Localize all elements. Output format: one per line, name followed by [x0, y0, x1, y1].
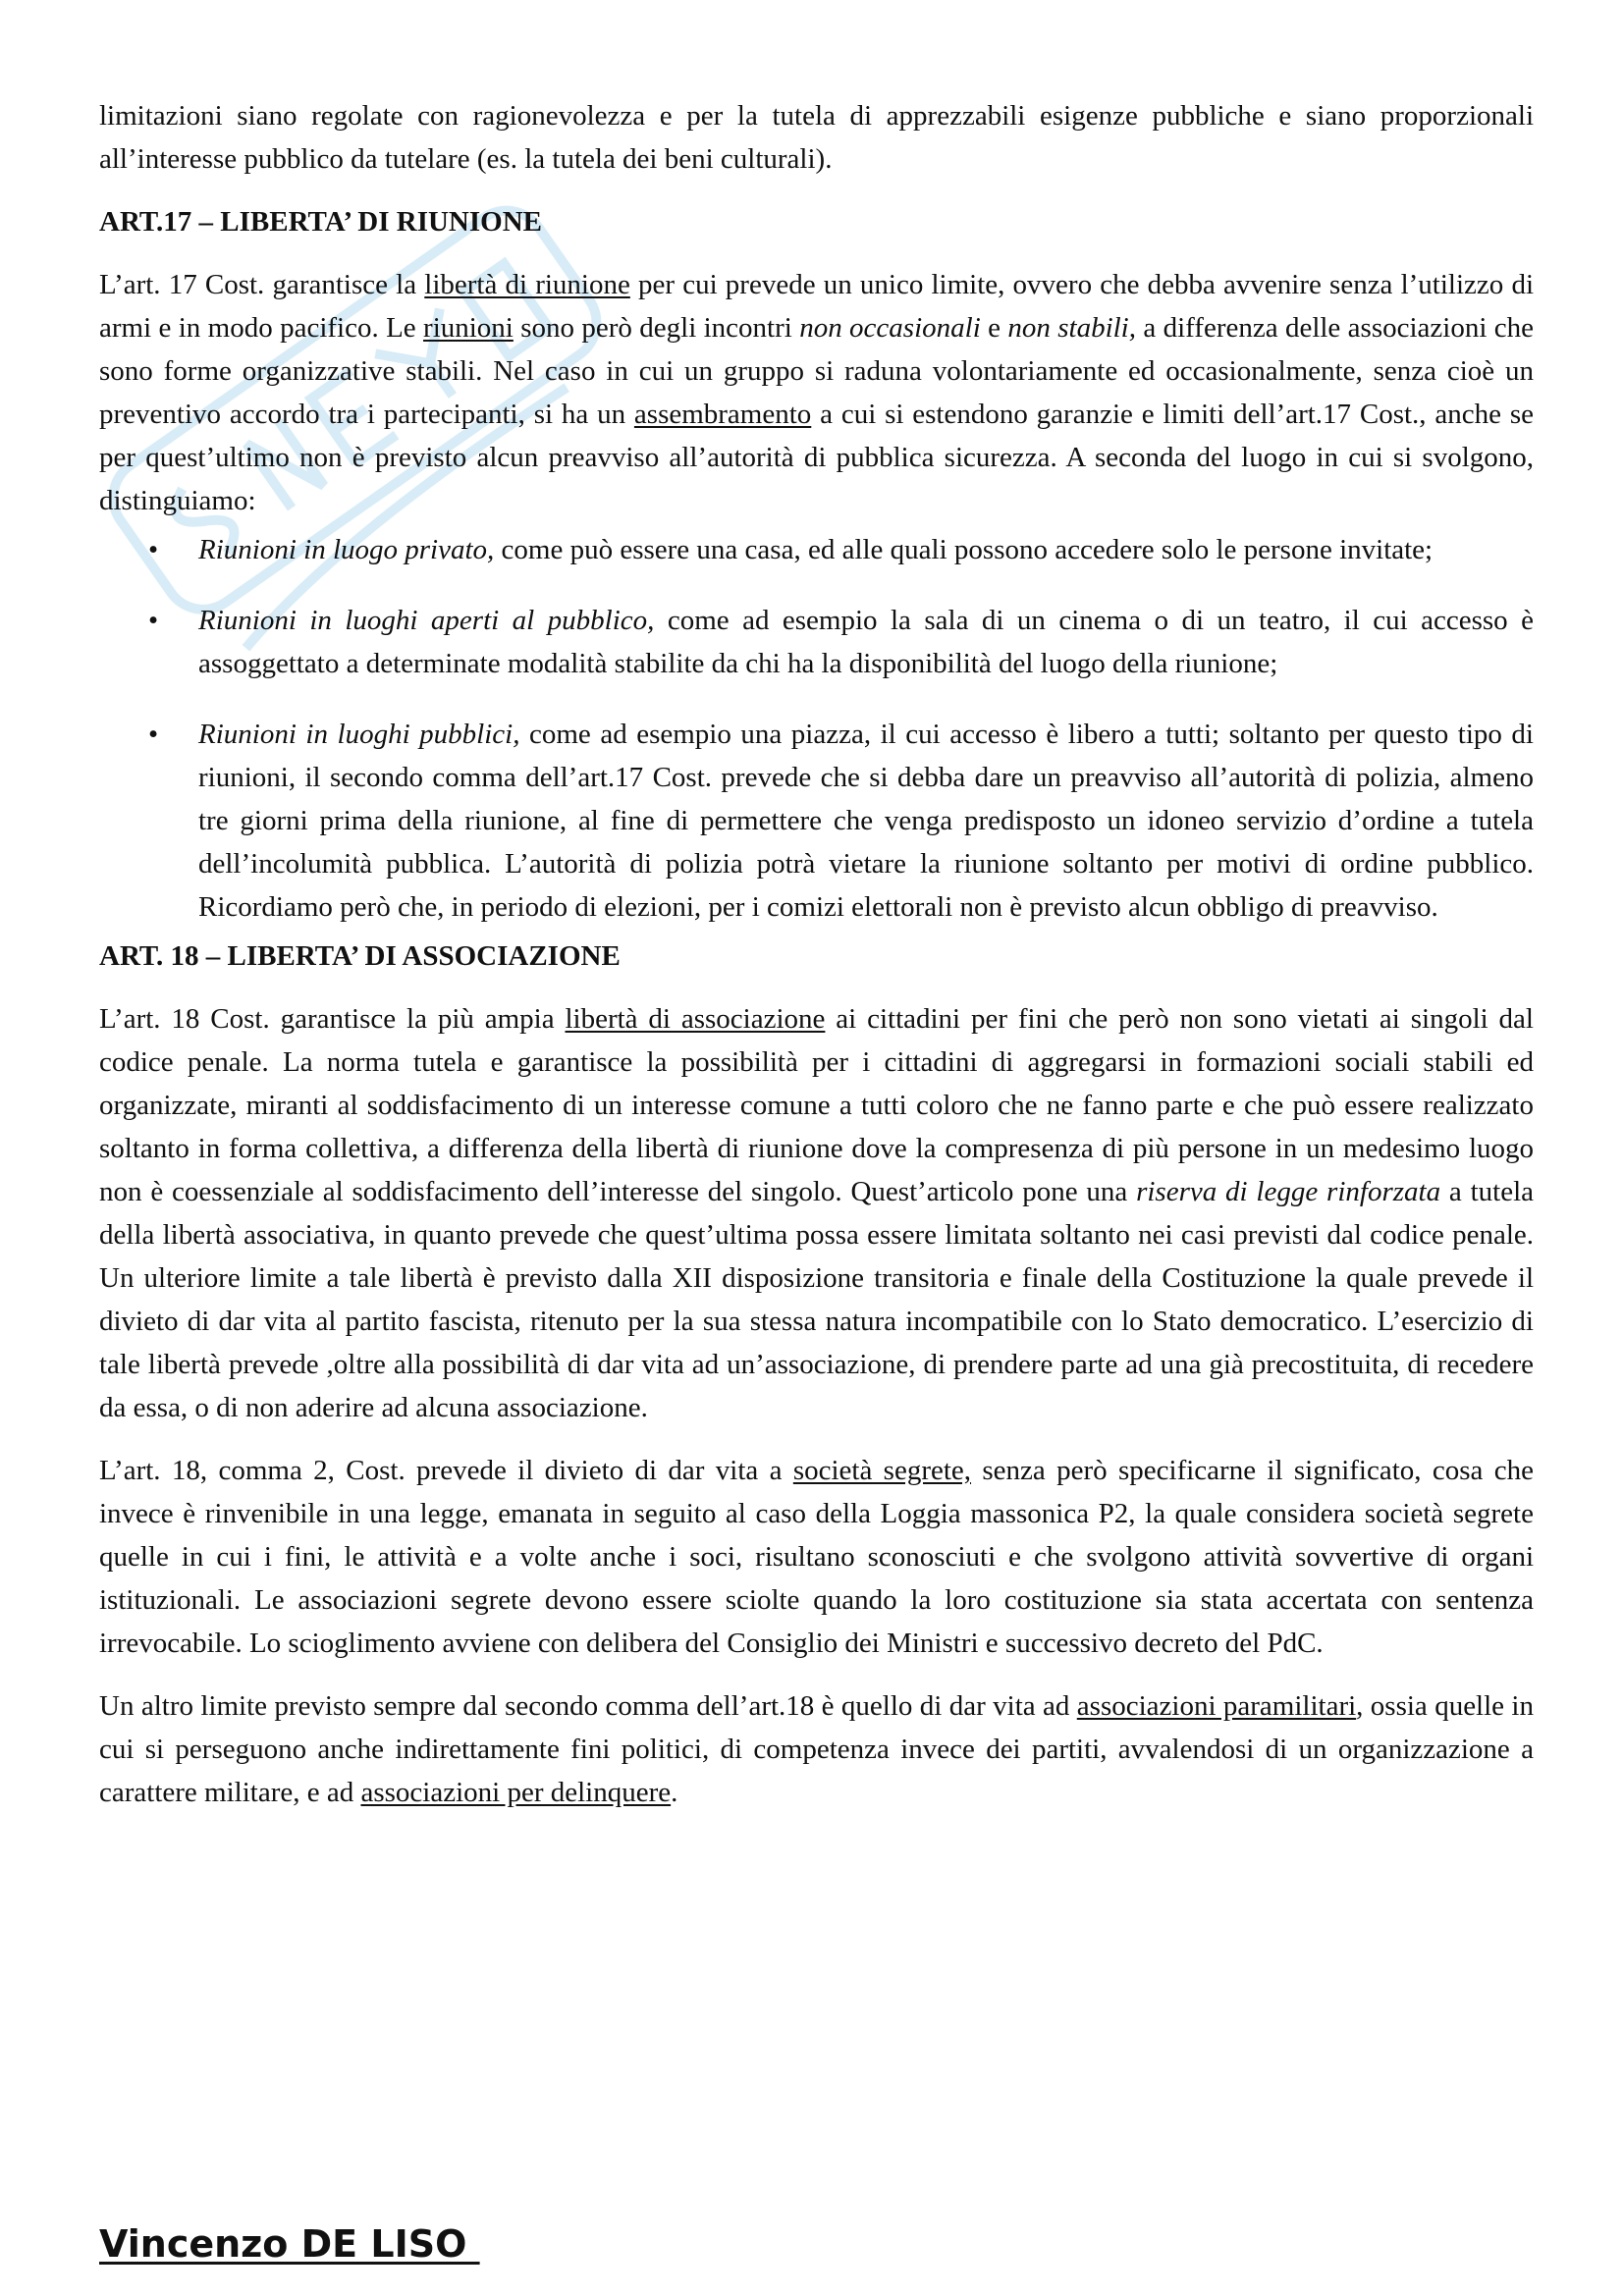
- author-signature: Vincenzo DE LISO: [99, 2222, 480, 2266]
- term-liberta-di-riunione: libertà di riunione: [424, 269, 630, 300]
- heading-art18: ART. 18 – LIBERTA’ DI ASSOCIAZIONE: [99, 940, 621, 972]
- heading-art17: ART.17 – LIBERTA’ DI RIUNIONE: [99, 206, 543, 238]
- document-page: [99, 94, 1534, 1814]
- list-item: • Riunioni in luoghi aperti al pubblico, come ad esempio la sala di un cinema o di un teatro, il cui accesso è assoggettato a determinate modalità stabilite da chi ha la disponibilità del luogo della riunione;: [99, 599, 1534, 685]
- riunioni-list: [99, 528, 1534, 929]
- list-item: • Riunioni in luogo privato, come può essere una casa, ed alle quali possono accedere solo le persone invitate;: [99, 528, 1534, 571]
- term-assembramento: assembramento: [633, 399, 812, 430]
- bullet-icon: •: [148, 534, 159, 565]
- art18-paragraph-2: L’art. 18, comma 2, Cost. prevede il divieto di dar vita a società segrete, senza però specificarne il significato, cosa che invece è rinvenibile in una legge, emanata in seguito al caso della Loggia massonica P2, la quale considera società segrete quelle in cui i fini, le attività e a volte anche i soci, risultano sconosciuti e che svolgono attività sovvertive di organi istituzionali. Le associazioni segrete devono essere sciolte quando la loro costituzione sia stata accertata con sentenza irrevocabile. Lo scioglimento avviene con delibera del Consiglio dei Ministri e successivo decreto del PdC.: [99, 1455, 1534, 1659]
- term-liberta-di-associazione: libertà di associazione: [565, 1003, 826, 1035]
- intro-paragraph: limitazioni siano regolate con ragionevolezza e per la tutela di apprezzabili esigenze pubbliche e siano proporzionali all’interesse pubblico da tutelare (es. la tutela dei beni culturali).: [99, 100, 1534, 175]
- term-associazioni-per-delinquere: associazioni per delinquere: [360, 1777, 672, 1808]
- term-riunioni: riunioni: [423, 312, 514, 344]
- art18-paragraph-3: Un altro limite previsto sempre dal secondo comma dell’art.18 è quello di dar vita ad associazioni paramilitari, ossia quelle in cui si perseguono anche indirettamente fini politici, di competenza invece dei partiti, avvalendosi di un organizzazione a carattere militare, e ad associazioni per delinquere.: [99, 1690, 1534, 1808]
- art18-paragraph-1: L’art. 18 Cost. garantisce la più ampia libertà di associazione ai cittadini per fini che però non sono vietati ai singoli dal codice penale. La norma tutela e garantisce la possibilità per i cittadini di aggregarsi in formazioni sociali stabili ed organizzate, miranti al soddisfacimento di un interesse comune a tutti coloro che ne fanno parte e che può essere realizzato soltanto in forma collettiva, a differenza della libertà di riunione dove la compresenza di più persone in un medesimo luogo non è coessenziale al soddisfacimento dell’interesse del singolo. Quest’articolo pone una riserva di legge rinforzata a tutela della libertà associativa, in quanto prevede che quest’ultima possa essere limitata soltanto nei casi previsti dal codice penale. Un ulteriore limite a tale libertà è previsto dalla XII disposizione transitoria e finale della Costituzione la quale prevede il divieto di dar vita al partito fascista, ritenuto per la sua stessa natura incompatibile con lo Stato democratico. L’esercizio di tale libertà prevede ,oltre alla possibilità di dar vita ad un’associazione, di prendere parte ad una già precostituita, di recedere da essa, o di non aderire ad alcuna associazione.: [99, 1003, 1534, 1423]
- bullet-icon: •: [148, 605, 159, 636]
- list-item: • Riunioni in luoghi pubblici, come ad esempio una piazza, il cui accesso è libero a tutti; soltanto per questo tipo di riunioni, il secondo comma dell’art.17 Cost. prevede che si debba dare un preavviso all’autorità di polizia, almeno tre giorni prima della riunione, al fine di permettere che venga predisposto un idoneo servizio d’ordine a tutela dell’incolumità pubblica. L’autorità di polizia potrà vietare la riunione soltanto per motivi di ordine pubblico. Ricordiamo però che, in periodo di elezioni, per i comizi elettorali non è previsto alcun obbligo di preavviso.: [99, 713, 1534, 929]
- term-societa-segrete: società segrete,: [792, 1455, 972, 1486]
- bullet-icon: •: [148, 719, 159, 750]
- term-associazioni-paramilitari: associazioni paramilitari: [1076, 1690, 1357, 1722]
- art17-paragraph: L’art. 17 Cost. garantisce la libertà di riunione per cui prevede un unico limite, ovvero che debba avvenire senza l’utilizzo di armi e in modo pacifico. Le riunioni sono però degli incontri non occasionali e non stabili, a differenza delle associazioni che sono forme organizzative stabili. Nel caso in cui un gruppo si raduna volontariamente ed occasionalmente, senza cioè un preventivo accordo tra i partecipanti, si ha un assembramento a cui si estendono garanzie e limiti dell’art.17 Cost., anche se per quest’ultimo non è previsto alcun preavviso all’autorità di pubblica sicurezza. A seconda del luogo in cui si svolgono, distinguiamo:: [99, 269, 1535, 516]
